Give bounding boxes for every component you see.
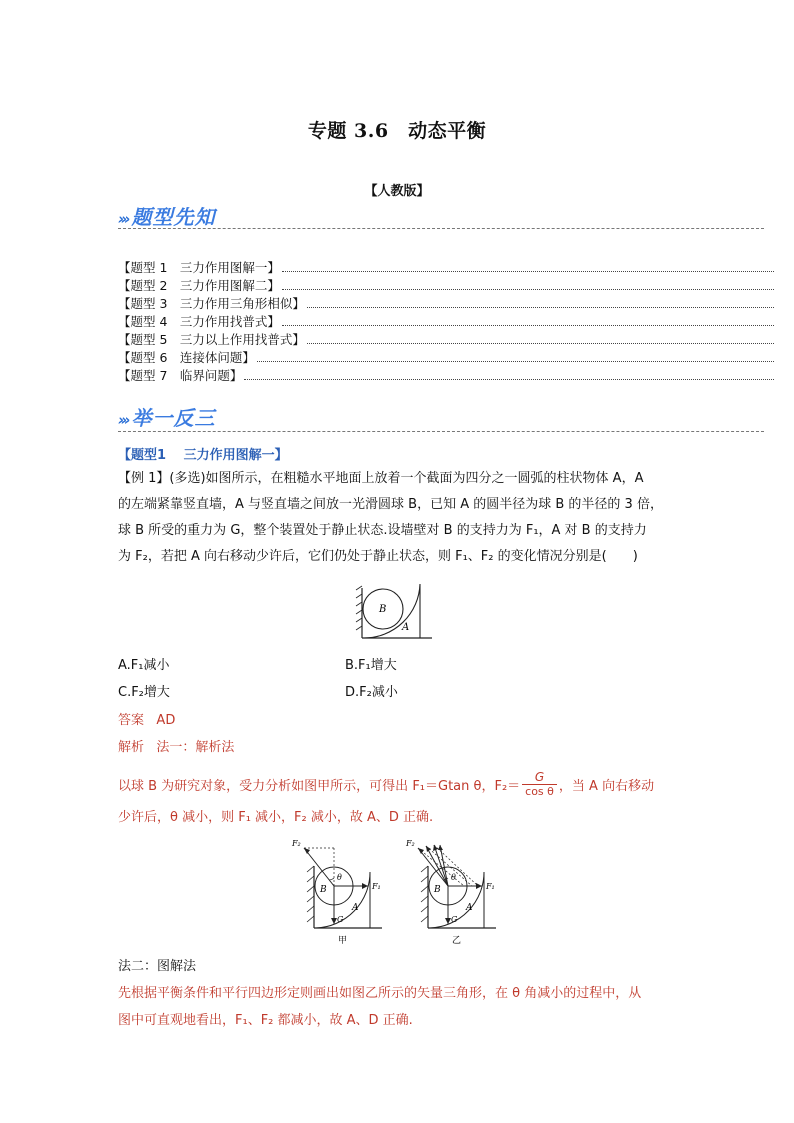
overview-banner-text: 题型先知 <box>131 205 216 229</box>
section-heading: 【题型1 三力作用图解一】 <box>118 448 288 463</box>
answer-line <box>118 709 175 728</box>
block-label: A <box>352 903 359 913</box>
banner-arrows-icon: ››› <box>118 411 128 429</box>
theta-label: θ <box>451 873 456 882</box>
example-text: 【例 1】(多选)如图所示，在粗糙水平地面上放着一个截面为四分之一圆弧的柱状物体 A，A 的左端紧靠竖直墙，A 与竖直墙之间放一光滑圆球 B，已知 A 的圆半径为球 B 的半径的 3 倍， 球 B 所受的重力为 G，整个装置处于静止状态.设墙壁对 B 的支持力为 F₁，A 对 B 的支持力 为 F₂，若把 A 向右移动少许后，它们仍处于静止状态，则 F₁、F₂ 的变化情况分别是( ) <box>118 471 663 564</box>
ball-label: B <box>379 604 387 615</box>
force-figure-yi <box>404 836 514 948</box>
option-a[interactable]: A.F₁减小 <box>118 658 170 673</box>
ball-label: B <box>320 885 327 895</box>
leader-dots <box>257 361 774 362</box>
overview-banner <box>118 203 216 229</box>
toc-item[interactable]: 【题型 4 三力作用找普式】 <box>118 312 774 330</box>
solution-line-3: 先根据平衡条件和平行四边形定则画出如图乙所示的矢量三角形，在 θ 角减小的过程中，从 <box>118 986 642 1001</box>
answer-label: 答案 <box>118 713 145 728</box>
leader-dots <box>282 271 774 272</box>
solution-line-4: 图中可直观地看出，F₁、F₂ 都减小，故 A、D 正确. <box>118 1013 413 1028</box>
banner-divider <box>118 228 764 229</box>
analysis-label: 解析 <box>118 740 145 755</box>
leader-dots <box>282 289 774 290</box>
toc-item[interactable]: 【题型 5 三力以上作用找普式】 <box>118 330 774 348</box>
practice-banner <box>118 404 216 430</box>
toc-item[interactable]: 【题型 2 三力作用图解二】 <box>118 276 774 294</box>
toc-list <box>118 258 774 384</box>
block-label: A <box>466 903 473 913</box>
analysis-line <box>118 736 234 755</box>
toc-item[interactable]: 【题型 7 临界问题】 <box>118 366 774 384</box>
page-title: 专题 3.6 动态平衡 <box>307 120 487 142</box>
figure-caption-yi: 乙 <box>452 936 462 946</box>
f1-label: F₁ <box>372 882 381 891</box>
toc-item[interactable]: 【题型 3 三力作用三角形相似】 <box>118 294 774 312</box>
ball-label: B <box>434 885 441 895</box>
leader-dots <box>282 325 774 326</box>
leader-dots <box>244 379 774 380</box>
method2-heading: 法二：图解法 <box>118 959 197 974</box>
banner-arrows-icon: ››› <box>118 210 128 228</box>
fraction-numerator: G <box>534 770 545 784</box>
fraction <box>522 770 557 799</box>
f2-label: F₂ <box>406 839 415 848</box>
practice-banner-text: 举一反三 <box>131 406 216 430</box>
solution-line-1: 以球 B 为研究对象，受力分析如图甲所示，可得出 F₁＝Gtan θ，F₂＝ $\frac{G}{\text{cos θ}}$ ，当 A 向右移动 <box>118 770 655 798</box>
g-label: G <box>451 915 458 924</box>
option-b[interactable]: B.F₁增大 <box>345 658 397 673</box>
force-figure-jia <box>290 836 400 948</box>
toc-item[interactable]: 【题型 6 连接体问题】 <box>118 348 774 366</box>
f1-label: F₁ <box>486 882 495 891</box>
option-c[interactable]: C.F₂增大 <box>118 685 170 700</box>
solution-line-2: 少许后，θ 减小，则 F₁ 减小，F₂ 减小，故 A、D 正确. <box>118 810 434 825</box>
block-label: A <box>402 622 410 633</box>
leader-dots <box>307 343 774 344</box>
f2-label: F₂ <box>292 839 301 848</box>
fraction-denominator: cos θ <box>522 784 557 799</box>
g-label: G <box>337 915 344 924</box>
toc-item[interactable]: 【题型 1 三力作用图解一】 <box>118 258 774 276</box>
answer-value: AD <box>156 713 176 728</box>
option-d[interactable]: D.F₂减小 <box>345 685 398 700</box>
banner-divider <box>118 431 764 432</box>
setup-figure <box>352 584 436 642</box>
theta-label: θ <box>337 873 342 882</box>
figure-caption-jia: 甲 <box>338 936 348 946</box>
edition-label: 【人教版】 <box>364 184 430 199</box>
leader-dots <box>307 307 774 308</box>
method1-heading: 法一：解析法 <box>156 740 235 755</box>
